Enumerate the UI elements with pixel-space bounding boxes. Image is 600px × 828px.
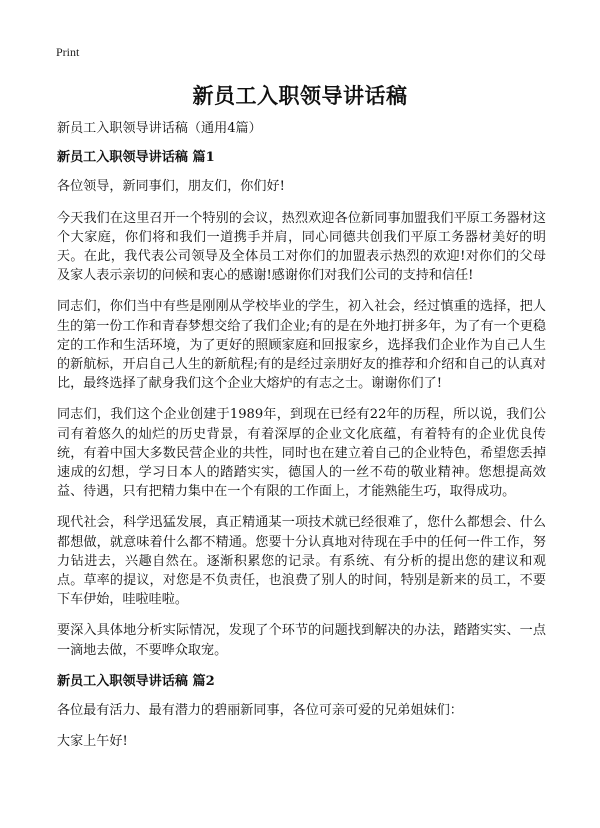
paragraph: 要深入具体地分析实际情况，发现了个环节的问题找到解决的办法，踏踏实实、一点一滴地去做，不要哗众取宠。 [57,623,546,658]
paragraph: 各位领导，新同事们，朋友们，你们好! [57,179,285,195]
section-heading-2: 新员工入职领导讲话稿 篇2 [57,673,215,689]
paragraph: 同志们，我们这个企业创建于1989年，到现在已经有22年的历程，所以说，我们公司有着悠久的灿烂的历史背景，有着深厚的企业文化底蕴，有着特有的企业优良传统，有着中国大多数民营企业的共性，同时也在建立着自己的企业特色，希望您丢掉速成的幻想，学习日本人的踏踏实实，德国人的一丝不苟的敬业精神。您想提高效益、待遇，只有把精力集中在一个有限的工作面上，才能熟能生巧，取得成功。 [57,407,546,500]
paragraph: 同志们，你们当中有些是刚刚从学校毕业的学生，初入社会，经过慎重的选择，把人生的第一份工作和青春梦想交给了我们企业;有的是在外地打拼多年，为了有一个更稳定的工作和生活环境，为了更好的照顾家庭和回报家乡，选择我们企业作为自己人生的新航标，开启自己人生的新航程;有的是经过亲朋好友的推荐和介绍和自己的认真对比，最终选择了献身我们这个企业大熔炉的有志之士。谢谢你们了! [57,299,546,392]
document-body [57,119,546,763]
document-subtitle: 新员工入职领导讲话稿（通用4篇） [57,121,262,136]
paragraph: 各位最有活力、最有潜力的碧丽新同事，各位可亲可爱的兄弟姐妹们： [57,703,463,719]
print-label: Print [56,45,80,59]
paragraph: 现代社会，科学迅猛发展，真正精通某一项技术就已经很难了，您什么都想会、什么都想做，就意味着什么都不精通。您要十分认真地对待现在手中的任何一件工作，努力钻进去，兴趣自然在。逐渐积累您的记录。有系统、有分析的提出您的建议和观点。草率的提议，对您是不负责任，也浪费了别人的时间，特别是新来的员工，不要下车伊始，哇啦哇啦。 [57,515,546,608]
paragraph: 大家上午好! [57,734,128,750]
paragraph: 今天我们在这里召开一个特别的会议，热烈欢迎各位新同事加盟我们平原工务器材这个大家庭，你们将和我们一道携手并肩，同心同德共创我们平原工务器材美好的明天。在此，我代表公司领导及全体员工对你们的加盟表示热烈的欢迎!对你们的父母及家人表示亲切的问候和衷心的感谢!感谢你们对我们公司的支持和信任! [57,210,546,284]
document-title: 新员工入职领导讲话稿 [192,83,408,108]
section-heading-1: 新员工入职领导讲话稿 篇1 [57,150,215,166]
